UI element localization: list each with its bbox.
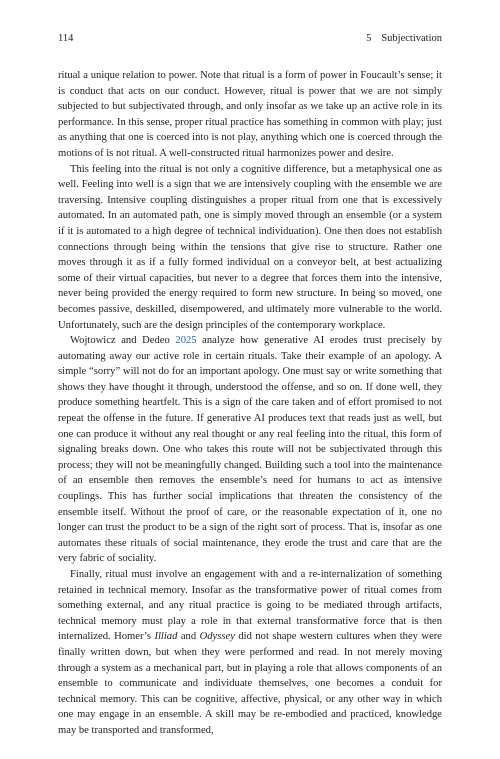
chapter-heading — [366, 32, 442, 46]
citation-year-link[interactable]: 2025 — [175, 335, 197, 347]
paragraph-3-lead: Wojtowicz and Dedeo — [70, 335, 176, 347]
body-text — [58, 68, 442, 739]
chapter-title: Subjectivation — [381, 33, 442, 44]
page-number: 114 — [58, 33, 74, 44]
running-head — [58, 32, 442, 46]
paragraph-2: This feeling into the ritual is not only a cognitive difference, but a metaphysical one as well. Feeling into well is a sign that we are intensively coupling with the ensemble we are traversing. Intensive coupling distinguishes a proper ritual from one that is excessively automated. In an automated path, one is simply moved through an ensemble (or a system if it is automated to a high degree of technical individuation). One then does not establish connections through being within the tensions that give rise to structure. Rather one moves through it as if a fully formed individual on a conveyor belt, at best actualizing some of their virtual capacities, but never to a degree that forces them into the intensive, never being provided the energy required to form new structure. In being so moved, one becomes passive, deskilled, disempowered, and ultimately more vulnerable to the world. Unfortunately, such are the design principles of the contemporary workplace. — [58, 163, 442, 331]
paragraph-1: ritual a unique relation to power. Note that ritual is a form of power in Foucault’s sense; it is conduct that acts on our conduct. However, ritual is power that we are not simply subjected to but subjectivated through, and only insofar as we take up an active role in its performance. In this sense, proper ritual practice has something in common with play; just as anything that one is coerced into is not play, anything which one is coerced through the motions of is not ritual. A well-constructed ritual harmonizes power and desire. — [58, 70, 442, 159]
paragraph-3-text: analyze how generative AI erodes trust precisely by automating away our active role in certain rituals. Take their example of an apology. A simple “sorry” will not do for an important apology. One must say or write something that shows they have thought it through, understood the offense, and so on. If done well, they produce something heartfelt. This is a sign of the care taken and of effort promised to not repeat the offense in the future. If generative AI produces text that reads just as well, but one can produce it without any real thought or any real feeling into the ritual, this form of signaling breaks down. One who takes this route will not be subjectivated through this process; they will not be meaningfully changed. Building such a tool into the maintenance of an ensemble then removes the ensemble’s need for humans to act as intensive couplings. This has further social implications that threaten the consistency of the ensemble itself. Without the proof of care, or the reasonable expectation of it, one no longer can trust the product to be a sign of the right sort of process. That is, insofar as one automates these rituals of social maintenance, they erode the trust and care that are the very fabric of sociality. — [58, 335, 442, 565]
title-odyssey: Odyssey — [199, 631, 235, 643]
title-iliad: Illiad — [154, 631, 178, 643]
book-page — [58, 32, 442, 739]
paragraph-4-and: and — [177, 631, 200, 643]
paragraph-4-lead: Finally, ritual must involve an engagement with and a re-internalization of something retained in technical memory. Insofar as the transformative power of ritual comes from something external, and any ritual practice is going to be mediated through artifacts, technical memory must play a role in that external transformative force that is then internalized. Homer’s — [58, 569, 442, 643]
paragraph-4-text: did not shape western cultures when they were finally written down, but when they were performed and read. In not merely moving through a system as a mechanical part, but in playing a role that allows components of an ensemble to communicate and individuate themselves, one becomes a conduit for technical memory. This can be cognitive, affective, physical, or any other way in which one may engage in an ensemble. A skill may be re-embodied and practiced, knowledge may be transported and transformed, — [58, 631, 442, 736]
chapter-number: 5 — [366, 33, 372, 44]
paragraph-4 — [58, 567, 442, 739]
paragraph-3 — [58, 333, 442, 567]
